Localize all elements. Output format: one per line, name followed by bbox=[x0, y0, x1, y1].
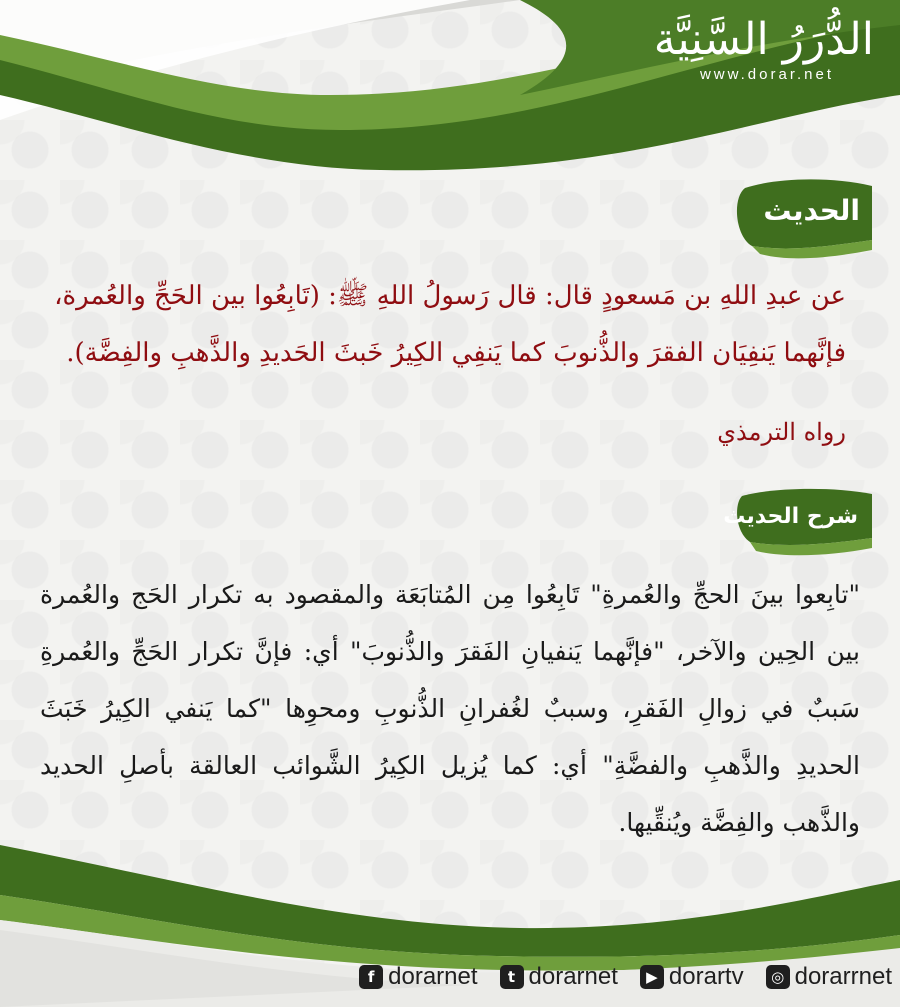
social-youtube[interactable] bbox=[640, 963, 744, 991]
social-links bbox=[0, 947, 900, 1007]
logo-arabic: الدُّرَرُ السَّنِيَّة bbox=[653, 14, 874, 65]
social-twitter[interactable] bbox=[500, 963, 618, 991]
site-logo bbox=[624, 14, 874, 83]
social-instagram[interactable] bbox=[766, 963, 892, 991]
hadith-text: عن عبدِ اللهِ بن مَسعودٍ قال: قال رَسولُ اللهِ ﷺ: (تَابِعُوا بين الحَجِّ والعُمرة، فإنَّهما يَنفِيَان الفقرَ والذُّنوبَ كما يَنفِي الكِيرُ خَبثَ الحَديدِ والذَّهبِ والفِضَّة). bbox=[54, 281, 846, 368]
hadith-narrator: رواه الترمذي bbox=[717, 418, 846, 446]
hadith-section-title: الحديث bbox=[763, 194, 860, 227]
explanation-section-title: شرح الحديث bbox=[723, 504, 858, 529]
instagram-icon: ◎ bbox=[766, 965, 790, 989]
explanation-text: "تابِعوا بينَ الحجِّ والعُمرةِ" تَابِعُوا مِن المُتابَعَة والمقصود به تكرار الحَج والعُمرة بين الحِين والآخر، "فإنَّهما يَنفيانِ الفَقرَ والذُّنوبَ" أي: فإنَّ تكرار الحَجِّ والعُمرةِ سَببٌ في زوالِ الفَقرِ، وسببٌ لغُفرانِ الذُّنوبِ ومحوِها "كما يَنفي الكِيرُ خَبَثَ الحديدِ والذَّهبِ والفضَّةِ" أي: كما يُزيل الكِيرُ الشَّوائب العالقة بأصلِ الحديد والذَّهب والفِضَّة ويُنقِّيها. bbox=[40, 580, 860, 837]
youtube-icon: ▶ bbox=[640, 965, 664, 989]
twitter-icon: t bbox=[500, 965, 524, 989]
social-handle: dorarnet bbox=[528, 963, 618, 990]
social-handle: dorarrnet bbox=[794, 963, 892, 990]
social-handle: dorartv bbox=[668, 963, 744, 990]
social-facebook[interactable] bbox=[359, 963, 477, 991]
facebook-icon: f bbox=[359, 965, 383, 989]
social-handle: dorarnet bbox=[388, 963, 478, 990]
logo-url: www.dorar.net bbox=[699, 66, 834, 83]
